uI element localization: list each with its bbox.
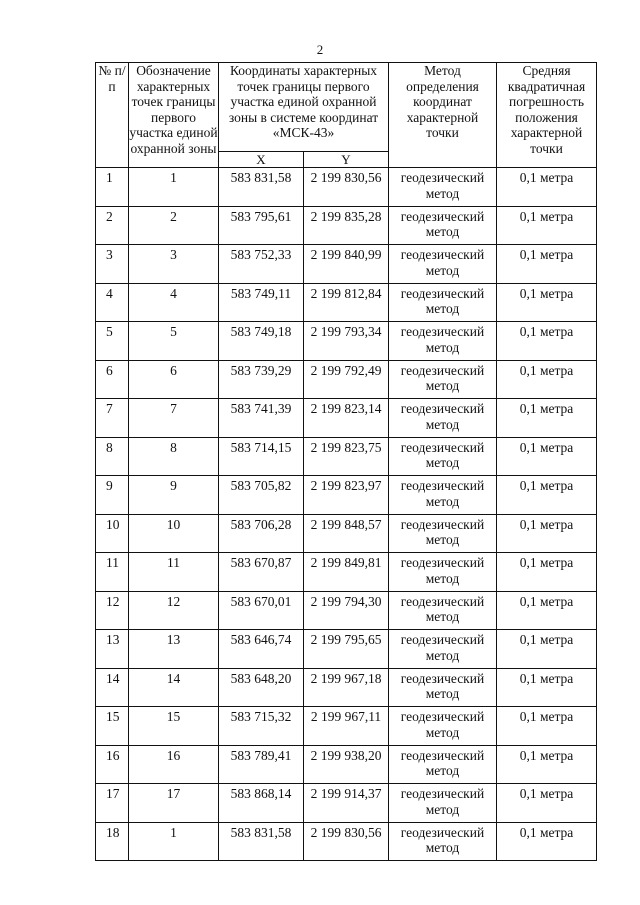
table-row	[96, 822, 597, 861]
point-designation-cell: 8	[129, 437, 219, 476]
header-y: Y	[304, 152, 389, 168]
point-designation-cell: 5	[129, 322, 219, 361]
method-cell: геодезический метод	[389, 245, 497, 284]
coord-x-cell: 583 715,32	[219, 707, 304, 746]
method-cell: геодезический метод	[389, 514, 497, 553]
error-cell: 0,1 метра	[497, 206, 597, 245]
coord-x-cell: 583 706,28	[219, 514, 304, 553]
method-cell: геодезический метод	[389, 707, 497, 746]
table-row	[96, 784, 597, 823]
coord-y-cell: 2 199 823,97	[304, 476, 389, 515]
table-row	[96, 360, 597, 399]
coord-x-cell: 583 831,58	[219, 168, 304, 207]
coord-x-cell: 583 705,82	[219, 476, 304, 515]
method-cell: геодезический метод	[389, 476, 497, 515]
method-cell: геодезический метод	[389, 553, 497, 592]
error-cell: 0,1 метра	[497, 283, 597, 322]
row-number-cell: 5	[96, 322, 129, 361]
point-designation-cell: 2	[129, 206, 219, 245]
row-number-cell: 11	[96, 553, 129, 592]
row-number-cell: 6	[96, 360, 129, 399]
point-designation-cell: 3	[129, 245, 219, 284]
error-cell: 0,1 метра	[497, 437, 597, 476]
error-cell: 0,1 метра	[497, 745, 597, 784]
header-designation: Обозначение характерных точек границы первого участка единой охранной зоны	[129, 63, 219, 168]
row-number-cell: 8	[96, 437, 129, 476]
coord-x-cell: 583 749,18	[219, 322, 304, 361]
coord-y-cell: 2 199 792,49	[304, 360, 389, 399]
method-cell: геодезический метод	[389, 668, 497, 707]
coord-x-cell: 583 646,74	[219, 630, 304, 669]
table-row	[96, 322, 597, 361]
row-number-cell: 9	[96, 476, 129, 515]
point-designation-cell: 1	[129, 822, 219, 861]
coord-x-cell: 583 670,87	[219, 553, 304, 592]
header-error: Средняя квадратичная погрешность положения характерной точки	[497, 63, 597, 168]
coord-x-cell: 583 795,61	[219, 206, 304, 245]
table-row	[96, 630, 597, 669]
error-cell: 0,1 метра	[497, 399, 597, 438]
coord-x-cell: 583 739,29	[219, 360, 304, 399]
table-row	[96, 514, 597, 553]
coord-y-cell: 2 199 938,20	[304, 745, 389, 784]
table-row	[96, 437, 597, 476]
table-row	[96, 745, 597, 784]
header-number: № п/п	[96, 63, 129, 168]
coord-x-cell: 583 670,01	[219, 591, 304, 630]
point-designation-cell: 15	[129, 707, 219, 746]
point-designation-cell: 9	[129, 476, 219, 515]
error-cell: 0,1 метра	[497, 476, 597, 515]
table-row	[96, 591, 597, 630]
row-number-cell: 7	[96, 399, 129, 438]
method-cell: геодезический метод	[389, 822, 497, 861]
method-cell: геодезический метод	[389, 283, 497, 322]
error-cell: 0,1 метра	[497, 591, 597, 630]
error-cell: 0,1 метра	[497, 668, 597, 707]
row-number-cell: 18	[96, 822, 129, 861]
method-cell: геодезический метод	[389, 784, 497, 823]
table-row	[96, 553, 597, 592]
coord-x-cell: 583 831,58	[219, 822, 304, 861]
table-row	[96, 245, 597, 284]
row-number-cell: 17	[96, 784, 129, 823]
header-method: Метод определения координат характерной точки	[389, 63, 497, 168]
method-cell: геодезический метод	[389, 591, 497, 630]
coord-y-cell: 2 199 812,84	[304, 283, 389, 322]
coord-y-cell: 2 199 967,11	[304, 707, 389, 746]
error-cell: 0,1 метра	[497, 168, 597, 207]
error-cell: 0,1 метра	[497, 322, 597, 361]
table-row	[96, 206, 597, 245]
coord-x-cell: 583 741,39	[219, 399, 304, 438]
coord-x-cell: 583 648,20	[219, 668, 304, 707]
method-cell: геодезический метод	[389, 630, 497, 669]
header-coordinates: Координаты характерных точек границы первого участка единой охранной зоны в системе координат «МСК-43»	[219, 63, 389, 152]
method-cell: геодезический метод	[389, 437, 497, 476]
error-cell: 0,1 метра	[497, 245, 597, 284]
row-number-cell: 14	[96, 668, 129, 707]
coord-y-cell: 2 199 793,34	[304, 322, 389, 361]
coord-x-cell: 583 868,14	[219, 784, 304, 823]
page-number: 2	[316, 42, 324, 57]
coord-y-cell: 2 199 835,28	[304, 206, 389, 245]
row-number-cell: 4	[96, 283, 129, 322]
method-cell: геодезический метод	[389, 745, 497, 784]
point-designation-cell: 10	[129, 514, 219, 553]
method-cell: геодезический метод	[389, 206, 497, 245]
coord-y-cell: 2 199 849,81	[304, 553, 389, 592]
point-designation-cell: 14	[129, 668, 219, 707]
point-designation-cell: 16	[129, 745, 219, 784]
row-number-cell: 3	[96, 245, 129, 284]
method-cell: геодезический метод	[389, 360, 497, 399]
point-designation-cell: 7	[129, 399, 219, 438]
coord-y-cell: 2 199 840,99	[304, 245, 389, 284]
coord-y-cell: 2 199 967,18	[304, 668, 389, 707]
coord-x-cell: 583 714,15	[219, 437, 304, 476]
method-cell: геодезический метод	[389, 399, 497, 438]
coord-y-cell: 2 199 830,56	[304, 168, 389, 207]
header-x: X	[219, 152, 304, 168]
coord-x-cell: 583 749,11	[219, 283, 304, 322]
table-row	[96, 168, 597, 207]
row-number-cell: 2	[96, 206, 129, 245]
coord-y-cell: 2 199 830,56	[304, 822, 389, 861]
error-cell: 0,1 метра	[497, 822, 597, 861]
table-row	[96, 668, 597, 707]
error-cell: 0,1 метра	[497, 630, 597, 669]
table-row	[96, 399, 597, 438]
row-number-cell: 1	[96, 168, 129, 207]
coord-y-cell: 2 199 823,75	[304, 437, 389, 476]
table-row	[96, 707, 597, 746]
coord-y-cell: 2 199 795,65	[304, 630, 389, 669]
point-designation-cell: 13	[129, 630, 219, 669]
point-designation-cell: 1	[129, 168, 219, 207]
error-cell: 0,1 метра	[497, 514, 597, 553]
coord-y-cell: 2 199 823,14	[304, 399, 389, 438]
table-row	[96, 283, 597, 322]
coord-y-cell: 2 199 794,30	[304, 591, 389, 630]
coordinates-table	[95, 62, 597, 861]
row-number-cell: 10	[96, 514, 129, 553]
method-cell: геодезический метод	[389, 168, 497, 207]
error-cell: 0,1 метра	[497, 707, 597, 746]
error-cell: 0,1 метра	[497, 784, 597, 823]
coord-y-cell: 2 199 848,57	[304, 514, 389, 553]
point-designation-cell: 17	[129, 784, 219, 823]
point-designation-cell: 6	[129, 360, 219, 399]
coord-x-cell: 583 752,33	[219, 245, 304, 284]
method-cell: геодезический метод	[389, 322, 497, 361]
coord-x-cell: 583 789,41	[219, 745, 304, 784]
error-cell: 0,1 метра	[497, 553, 597, 592]
point-designation-cell: 12	[129, 591, 219, 630]
row-number-cell: 12	[96, 591, 129, 630]
row-number-cell: 13	[96, 630, 129, 669]
row-number-cell: 16	[96, 745, 129, 784]
table-row	[96, 476, 597, 515]
error-cell: 0,1 метра	[497, 360, 597, 399]
row-number-cell: 15	[96, 707, 129, 746]
coord-y-cell: 2 199 914,37	[304, 784, 389, 823]
point-designation-cell: 11	[129, 553, 219, 592]
point-designation-cell: 4	[129, 283, 219, 322]
